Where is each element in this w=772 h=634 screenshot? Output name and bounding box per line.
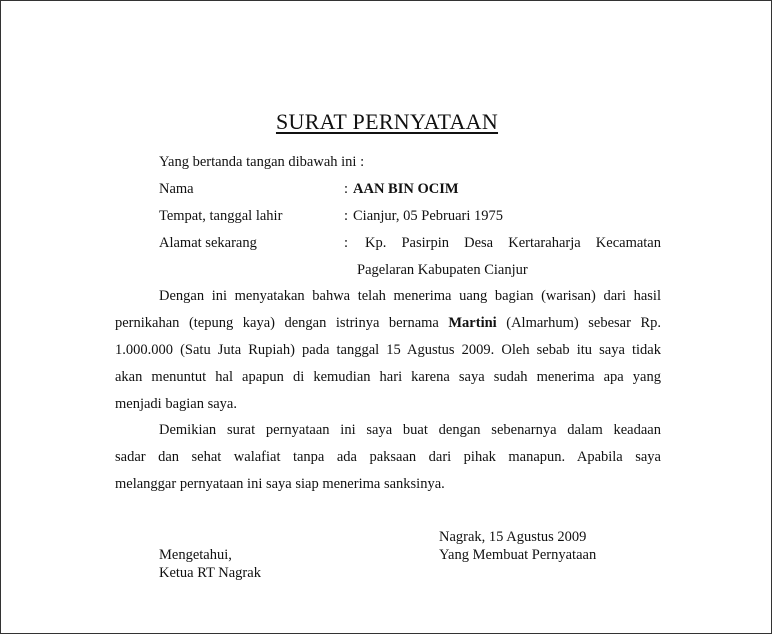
birth-label: Tempat, tanggal lahir xyxy=(159,208,283,224)
address-label: Alamat sekarang xyxy=(159,235,257,251)
paragraph1-line2: pernikahan (tepung kaya) dengan istrinya bernama Martini (Almarhum) sebesar Rp. xyxy=(115,315,661,331)
document-title: SURAT PERNYATAAN xyxy=(275,109,499,134)
name-value: AAN BIN OCIM xyxy=(353,181,459,197)
spouse-name: Martini xyxy=(448,315,497,331)
name-colon: : xyxy=(344,181,349,197)
name-label: Nama xyxy=(159,181,194,197)
address-value-line2: Pagelaran Kabupaten Cianjur xyxy=(357,262,528,278)
birth-colon: : xyxy=(344,208,349,224)
paragraph1-line3: 1.000.000 (Satu Juta Rupiah) pada tanggal 15 Agustus 2009. Oleh sebab itu saya tidak xyxy=(115,342,661,358)
address-colon: : xyxy=(344,235,349,251)
paragraph2-line2: sadar dan sehat walafiat tanpa ada paksaan dari pihak manapun. Apabila saya xyxy=(115,449,661,465)
paragraph1-line5: menjadi bagian saya. xyxy=(115,396,237,412)
address-value-line1: Kp. Pasirpin Desa Kertaraharja Kecamatan xyxy=(365,235,661,251)
paragraph1-line1: Dengan ini menyatakan bahwa telah menerima uang bagian (warisan) dari hasil xyxy=(159,288,661,304)
paragraph2-line3: melanggar pernyataan ini saya siap menerima sanksinya. xyxy=(115,476,445,492)
birth-value: Cianjur, 05 Pebruari 1975 xyxy=(353,208,504,224)
paragraph2-line1: Demikian surat pernyataan ini saya buat dengan sebenarnya dalam keadaan xyxy=(159,422,661,438)
signer-role: Yang Membuat Pernyataan xyxy=(439,547,597,563)
place-date: Nagrak, 15 Agustus 2009 xyxy=(439,529,587,545)
witness-heading: Mengetahui, xyxy=(159,547,232,563)
intro-text: Yang bertanda tangan dibawah ini : xyxy=(159,154,365,170)
witness-role: Ketua RT Nagrak xyxy=(159,565,261,581)
paragraph1-line4: akan menuntut hal apapun di kemudian hari karena saya sudah menerima apa yang xyxy=(115,369,661,385)
